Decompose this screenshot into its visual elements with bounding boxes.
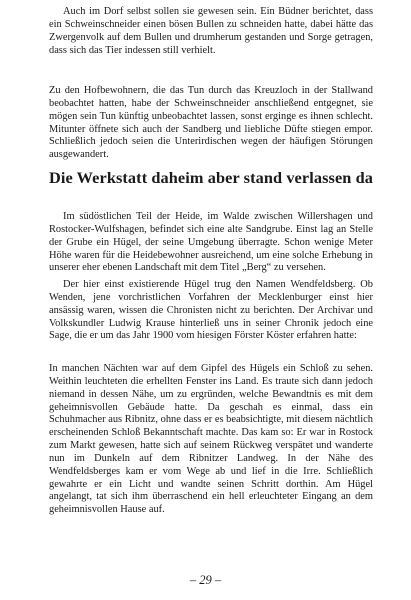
paragraph-sand-pit: Im südöstlichen Teil der Heide, im Walde zwischen Willershagen und Rostocker-Wulfshagen, befindet sich eine alte Sandgrube. Einst lag an Stelle der Grube ein Hügel, der seine Umgebung überragte. Schon wenige Meter Höhe waren für die Heidebewohner ausreichend, um eine solche Erhebung in unserer eher ebenen Landschaft mit dem Titel „Berg“ zu versehen. (49, 211, 373, 274)
paragraph-farm-residents: Zu den Hofbewohnern, die das Tun durch das Kreuzloch in der Stallwand beobachtet hatten, habe der Schweinschneider anschließend entgegnet, sie mögen sein Tun künftig unbeobachtet lassen, sonst erginge es ihnen schlecht. Mitunter öffnete sich auch der Sandberg und liebliche Düfte stiegen empor. Schließlich jedoch seien die Unterirdischen wegen der häufigen Störungen ausgewandert. (49, 85, 373, 161)
paragraph-legend-castle: In manchen Nächten war auf dem Gipfel des Hügels ein Schloß zu sehen. Weithin leuchteten die erhellten Fenster ins Land. Es traute sich dann jedoch niemand in dessen Nähe, um zu ergründen, welche Bewandtnis es mit dem geheimnisvollen Gebäude hatte. Da geschah es einmal, dass ein Schuhmacher aus Ribnitz, ohne dass er es beabsichtigte, mit diesem nächtlich erscheinenden Schloß Bekanntschaft machte. Das kam so: Er war in Rostock zum Markt gewesen, hatte sich auf seinem Rückweg verspätet und wanderte nun im Dunkeln auf dem Ribnitzer Landweg. In der Nähe des Wendfeldsberges kam er vom Wege ab und lief in die Irre. Schließlich gewahrte er ein Licht und wandte seinen Schritt dorthin. Am Hügel angelangt, tat sich ihm überraschend ein hell erleuchteter Eingang an dem geheimnisvollen Hause auf. (49, 363, 373, 516)
section-heading: Die Werkstatt daheim aber stand verlassen da (49, 168, 373, 187)
page-number: – 29 – (189, 573, 222, 587)
paragraph-wendfeldsberg: Der hier einst existierende Hügel trug den Namen Wendfeldsberg. Ob Wenden, jene vorchristlichen Vorfahren der Mecklenburger einst hier ansässig waren, wissen die Chronisten nicht zu berichten. Der Archivar und Volkskundler Ludwig Krause hinterließ uns in seiner Chronik jedoch eine Sage, die er um das Jahr 1900 vom hiesigen Förster Köster erfahren hatte: (49, 279, 373, 342)
paragraph-dwarf-bull: Auch im Dorf selbst sollen sie gewesen sein. Ein Büdner berichtet, dass ein Schweinschneider einen bösen Bullen zu schneiden hatte, dabei hätte das Zwergenvolk auf dem Bullen und drumherum gestanden und Sorge getragen, dass sich das Tier indessen still verhielt. (49, 6, 373, 56)
